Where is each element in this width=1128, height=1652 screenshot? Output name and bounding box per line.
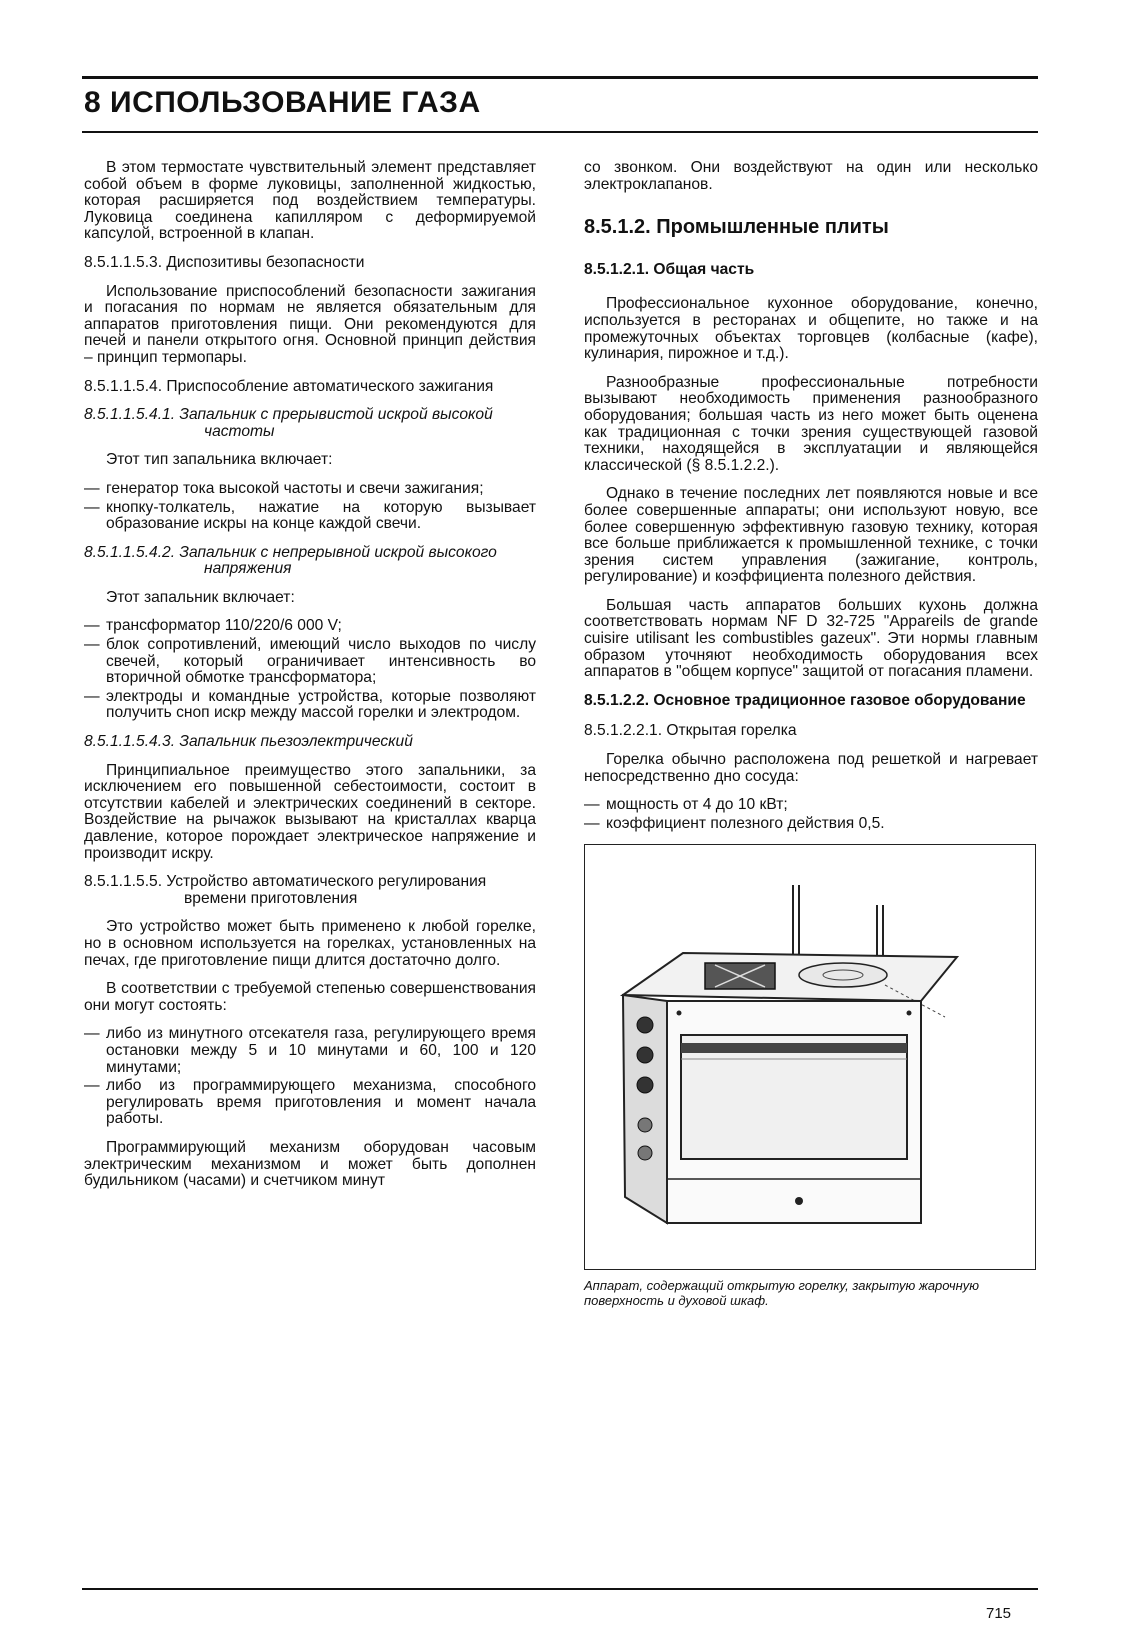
figure-caption: Аппарат, содержащий открытую горелку, закрытую жарочную поверхность и духовой шкаф.: [584, 1278, 980, 1309]
subsection-heading: [84, 545, 536, 578]
paragraph: Однако в течение последних лет появляются новые и все более совершенные аппараты; они используют новую, все более совершенную эффективную газовую технику, которая все больше приближается к промышленной технике, с точки зрения систем управления (зажигание, контроль, регулирование) и коэффициента полезного действия.: [584, 485, 1038, 586]
rivet: [677, 1011, 682, 1016]
section-number: 8.5.1.1.5.5.: [84, 873, 163, 891]
paragraph: со звонком. Они воздействуют на один или несколько электроклапанов.: [584, 159, 1038, 193]
oven-door-handle: [681, 1043, 907, 1053]
list-item: — либо из минутного отсекателя газа, регулирующего время остановки между 5 и 10 минутами и 60, 100 и 120 минутами;: [84, 1026, 536, 1076]
paragraph: Этот тип запальника включает:: [106, 451, 333, 469]
paragraph: Программирующий механизм оборудован часовым электрическим механизмом и может быть дополнен будильником (часами) и счетчиком минут: [84, 1138, 536, 1190]
header-top-rule: [82, 76, 1038, 79]
list-item: — трансформатор 110/220/6 000 V;: [84, 618, 536, 635]
section-heading: 8.5.1.2. Промышленные плиты: [584, 216, 889, 239]
oven-door: [681, 1035, 907, 1159]
section-number: 8.5.1.1.5.4.2.: [84, 543, 176, 561]
paragraph: Разнообразные профессиональные потребности вызывают необходимость применения разнообразного оборудования; большая часть из него может быть оценена как традиционная с точки зрения существующей газовой техники, находящейся в эксплуатации и являющейся классической (§ 8.5.1.2.2.).: [584, 373, 1038, 474]
paragraph: Использование приспособлений безопасности зажигания и погасания по нормам не является обязательным для аппаратов приготовления пищи. Они рекомендуются для печей и панели открытого огня. Основной принцип действия – принцип термопары.: [84, 282, 536, 366]
section-title: Основное традиционное газовое оборудование: [653, 691, 1026, 709]
control-knob: [638, 1118, 652, 1132]
section-title: Запальник с прерывистой искрой высокой частоты: [179, 406, 493, 440]
section-title: Приспособление автоматического зажигания: [166, 377, 494, 395]
subsection-heading: [584, 693, 1038, 710]
subsection-heading: [84, 407, 536, 440]
left-column: [84, 160, 536, 1202]
footer-rule: [82, 1588, 1038, 1590]
list-item: — генератор тока высокой частоты и свечи зажигания;: [84, 481, 536, 498]
control-knob: [637, 1047, 653, 1063]
cooking-top: [623, 953, 957, 1001]
paragraph: Принципиальное преимущество этого запальники, за исключением его повышенной себестоимости, состоит в отсутствии кабелей и электрических соединений в секторе. Воздействие на рычажок вызывают на кристаллах кварца давление, которое порождает электрическое напряжение и производит искру.: [84, 761, 536, 862]
right-column: [584, 160, 1038, 1308]
section-number: 8.5.1.2.2.: [584, 691, 650, 709]
control-knob: [638, 1146, 652, 1160]
section-heading: 8.5.1.2.2.1. Открытая горелка: [584, 722, 797, 740]
subsection-heading: 8.5.1.2.1. Общая часть: [584, 260, 755, 278]
list-item: — электроды и командные устройства, которые позволяют получить сноп искр между массой горелки и электродом.: [84, 689, 536, 722]
paragraph: Большая часть аппаратов больших кухонь должна соответствовать нормам NF D 32-725 "Appareils de grande cuisire utilisant les combustibles gazeux". Эти нормы главным образом уточняют необходимость оборудования всех аппаратов в "общем корпусе" защитой от погасания пламени.: [584, 596, 1038, 681]
list-item: — кнопку-толкатель, нажатие на которую вызывает образование искры на конце каждой свечи.: [84, 500, 536, 533]
paragraph: В соответствии с требуемой степенью совершенствования они могут состоять:: [84, 980, 536, 1014]
section-number: 8.5.1.1.5.4.: [84, 377, 163, 395]
section-number: 8.5.1.1.5.4.1.: [84, 406, 176, 424]
paragraph: В этом термостате чувствительный элемент представляет собой объем в форме луковицы, заполненной жидкостью, которая расширяется под воздействием температуры. Луковица соединена капилляром с деформируемой капсулой, встроенной в клапан.: [84, 159, 536, 243]
list-item: — либо из программирующего механизма, способного регулировать время приготовления и момент начала работы.: [84, 1078, 536, 1128]
rivet: [907, 1011, 912, 1016]
stove-illustration: [585, 845, 1035, 1269]
subsection-heading: 8.5.1.1.5.4.3. Запальник пьезоэлектрический: [84, 733, 413, 751]
bullet-list: [84, 481, 536, 533]
section-title: Запальник с непрерывной искрой высокого напряжения: [179, 543, 497, 578]
plinth-knob: [795, 1197, 803, 1205]
control-knob: [637, 1077, 653, 1093]
header-bottom-rule: [82, 131, 1038, 133]
section-heading: [84, 874, 536, 907]
solid-hotplate: [799, 963, 887, 987]
bullet-list: [84, 1026, 536, 1128]
list-item: — коэффициент полезного действия 0,5.: [584, 816, 1038, 833]
paragraph: Горелка обычно расположена под решеткой и нагревает непосредственно дно сосуда:: [584, 751, 1038, 785]
section-heading: 8.5.1.1.5.3. Диспозитивы безопасности: [84, 253, 365, 271]
paragraph: Этот запальник включает:: [106, 588, 295, 606]
paragraph: Это устройство может быть применено к любой горелке, но в основном используется на горелках, установленных на печах, где приготовление пищи длится достаточно долго.: [84, 918, 536, 969]
stove-figure: [584, 844, 1036, 1270]
section-title: Устройство автоматического регулирования времени приготовления: [166, 873, 487, 907]
section-heading: [84, 379, 536, 396]
list-item: — блок сопротивлений, имеющий число выходов по числу свечей, который ограничивает интенсивность во вторичной обмотке трансформатора;: [84, 637, 536, 687]
page-number: 715: [986, 1605, 1012, 1622]
list-item: — мощность от 4 до 10 кВт;: [584, 797, 1038, 814]
bullet-list: [584, 797, 1038, 832]
paragraph: Профессиональное кухонное оборудование, конечно, используется в ресторанах и общепите, но также и на промежуточных объектах торговцев (колбасные (кафе), кулинария, пирожное и т.д.).: [584, 295, 1038, 363]
bullet-list: [84, 618, 536, 722]
control-knob: [637, 1017, 653, 1033]
chapter-title: 8 ИСПОЛЬЗОВАНИЕ ГАЗА: [84, 86, 481, 119]
